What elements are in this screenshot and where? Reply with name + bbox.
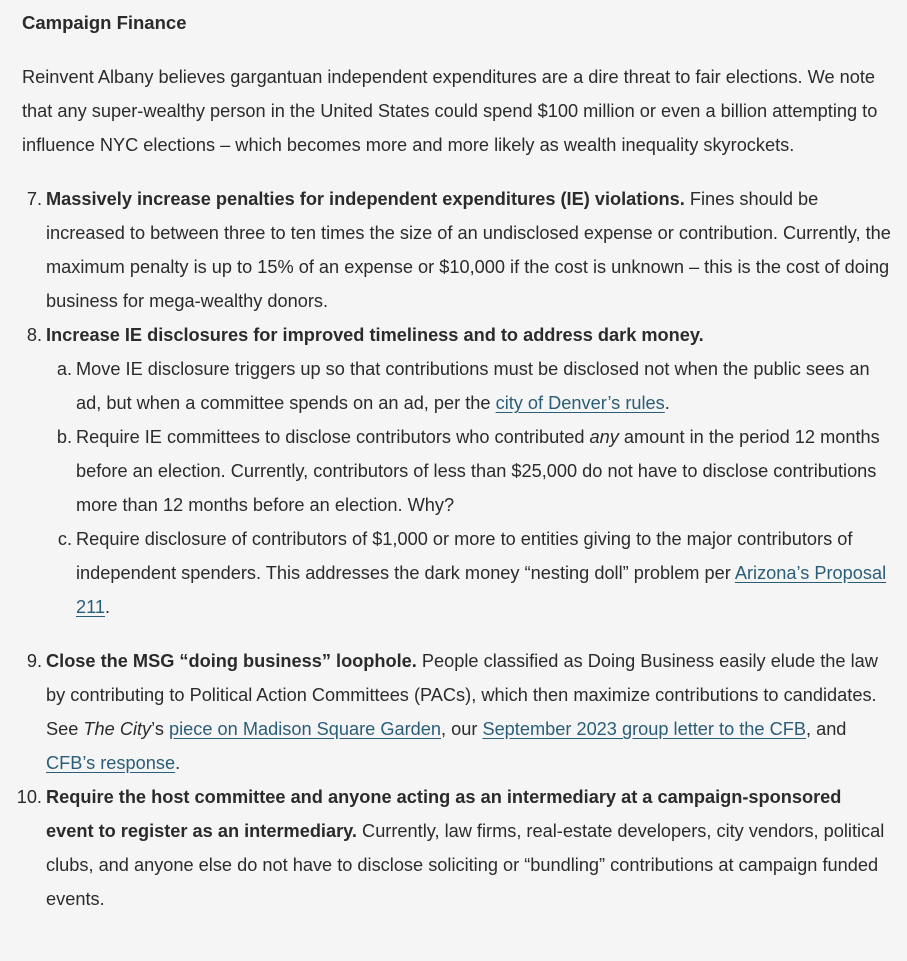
sub-item-c (57, 522, 892, 624)
sub-text: Require disclosure of contributors of $1,000 or more to entities giving to the major contributors of independent spenders. This addresses the dark money “nesting doll” problem per (76, 529, 853, 583)
list-number: 9. (26, 651, 42, 671)
sub-text-end: . (105, 597, 111, 617)
sub-letter: b. (56, 427, 72, 447)
spacer (46, 624, 892, 644)
recommendations-list (16, 182, 892, 916)
list-number: 7. (26, 189, 42, 209)
sub-letter: c. (57, 529, 72, 549)
publication-name: The City (83, 719, 152, 739)
sub-text-end: . (664, 393, 670, 413)
list-number: 10. (16, 787, 42, 807)
item-text: ’s (151, 719, 169, 739)
intro-paragraph: Reinvent Albany believes gargantuan independent expenditures are a dire threat to fair elections. We note that any super-wealthy person in the United States could spend $100 million or even a billion attempting to influence NYC elections – which becomes more and more likely as wealth inequality skyrockets. (22, 67, 878, 155)
list-item-8 (26, 318, 892, 644)
item-text: Fines should be increased to between three to ten times the size of an undisclosed expense or contribution. Currently, the maximum penalty is up to 15% of an expense or $10,000 if the cost is unknown – this is the cost of doing business for mega-wealthy donors. (46, 189, 891, 311)
sub-list (46, 352, 892, 624)
emphasis-any: any (589, 427, 619, 447)
sub-item-a (56, 352, 892, 420)
item-heading: Increase IE disclosures for improved timeliness and to address dark money. (46, 325, 704, 345)
list-number: 8. (26, 325, 42, 345)
item-heading: Close the MSG “doing business” loophole. (46, 651, 417, 671)
item-text: , and (805, 719, 847, 739)
list-item-10 (16, 780, 892, 916)
denver-rules-link[interactable]: city of Denver’s rules (495, 393, 665, 413)
item-text-end: . (175, 753, 181, 773)
sub-item-b (56, 420, 892, 522)
item-heading: Massively increase penalties for independent expenditures (IE) violations. (46, 189, 685, 209)
sub-letter: a. (56, 359, 72, 379)
section-title: Campaign Finance (22, 12, 187, 33)
list-item-9 (26, 644, 892, 780)
list-item-7 (26, 182, 892, 318)
group-letter-link[interactable]: September 2023 group letter to the CFB (482, 719, 806, 739)
cfb-response-link[interactable]: CFB’s response (46, 753, 176, 773)
arizona-proposal-link[interactable]: Arizona’s Proposal 211 (76, 563, 887, 617)
msg-piece-link[interactable]: piece on Madison Square Garden (169, 719, 441, 739)
item-text: People classified as Doing Business easily elude the law by contributing to Political Action Committees (PACs), which then maximize contributions to candidates. See (46, 651, 878, 739)
item-text: Currently, law firms, real-estate developers, city vendors, political clubs, and anyone else do not have to disclose soliciting or “bundling” contributions at campaign funded events. (46, 821, 885, 909)
item-heading: Require the host committee and anyone acting as an intermediary at a campaign-sponsored event to register as an intermediary. (46, 787, 842, 841)
sub-text: Require IE committees to disclose contributors who contributed (76, 427, 590, 447)
sub-text: Move IE disclosure triggers up so that contributions must be disclosed not when the public sees an ad, but when a committee spends on an ad, per the (76, 359, 870, 413)
item-text: , our (440, 719, 483, 739)
sub-text-end: amount in the period 12 months before an election. Currently, contributors of less than $25,000 do not have to disclose contributions more than 12 months before an election. Why? (76, 427, 880, 515)
